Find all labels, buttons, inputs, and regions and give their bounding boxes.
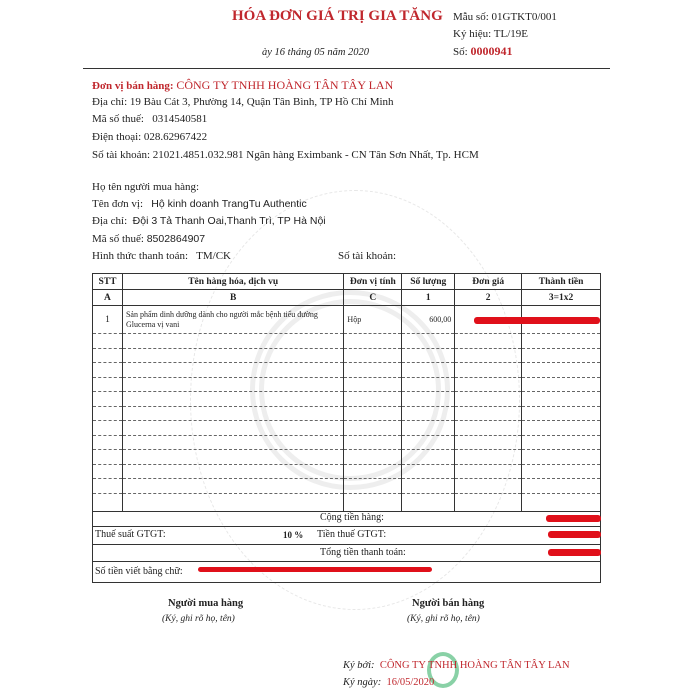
seller-name: Đơn vị bán hàng: CÔNG TY TNHH HOÀNG TÂN TÂY LAN [92,78,394,92]
table-row: 1 Sản phẩm dinh dưỡng dành cho người mắc bệnh tiểu đường Glucerna vị vani Hộp 600,00 [93,306,601,334]
buyer-unit: Tên đơn vị: Hộ kinh doanh TrangTu Authentic [92,198,307,210]
seller-signature-note: (Ký, ghi rõ họ, tên) [407,614,480,624]
redaction-words [198,567,432,572]
items-table [92,273,601,512]
invoice-title: HÓA ĐƠN GIÁ TRỊ GIA TĂNG [232,8,443,24]
invoice-number: Số: 0000941 [453,44,513,58]
payment-method: Hình thức thanh toán: TM/CK [92,250,231,262]
buyer-tax: Mã số thuế: 8502864907 [92,233,206,245]
redaction-total [548,549,601,556]
buyer-signature-title: Người mua hàng [168,598,244,609]
invoice-date: ày 16 tháng 05 năm 2020 [262,47,370,58]
redaction-subtotal [546,515,601,522]
buyer-signature-note: (Ký, ghi rõ họ, tên) [162,614,235,624]
buyer-address: Địa chỉ: Đội 3 Tả Thanh Oai,Thanh Trì, TP Hà Nội [92,215,326,227]
seller-phone: Điện thoại: 028.62967422 [92,131,208,143]
signed-by: CÔNG TY TNHH HOÀNG TÂN TÂY LAN [379,660,570,671]
subtotal-row: Cộng tiền hàng: [92,510,601,527]
redaction-amount [474,317,600,324]
divider [83,68,610,69]
seller-signature-title: Người bán hàng [412,598,485,609]
seller-account: Số tài khoản: 21021.4851.032.981 Ngân hàng Eximbank - CN Tân Sơn Nhất, Tp. HCM [92,149,479,161]
table-header: STT Tên hàng hóa, dịch vụ Đơn vị tính Số lượng Đơn giá Thành tiền [93,274,601,290]
buyer-name-label: Họ tên người mua hàng: [92,181,200,193]
table-codes: A B C 1 2 3=1x2 [93,290,601,306]
total-row: Tổng tiền thanh toán: [92,545,601,562]
seller-address: Địa chỉ: 19 Bàu Cát 3, Phường 14, Quận Tân Bình, TP Hồ Chí Minh [92,96,394,108]
seller-tax: Mã số thuế: 0314540581 [92,113,208,125]
redaction-vat [548,531,601,538]
symbol: Ký hiệu: TL/19E [453,28,528,40]
form-number: Mẫu số: 01GTKT0/001 [453,11,557,23]
buyer-account-label: Số tài khoản: [338,250,397,262]
words-row: Số tiền viết bằng chữ: [92,562,601,583]
vat-row: Thuế suất GTGT: 10 % Tiền thuế GTGT: [92,527,601,545]
signed-date: 16/05/2020 [386,677,435,688]
